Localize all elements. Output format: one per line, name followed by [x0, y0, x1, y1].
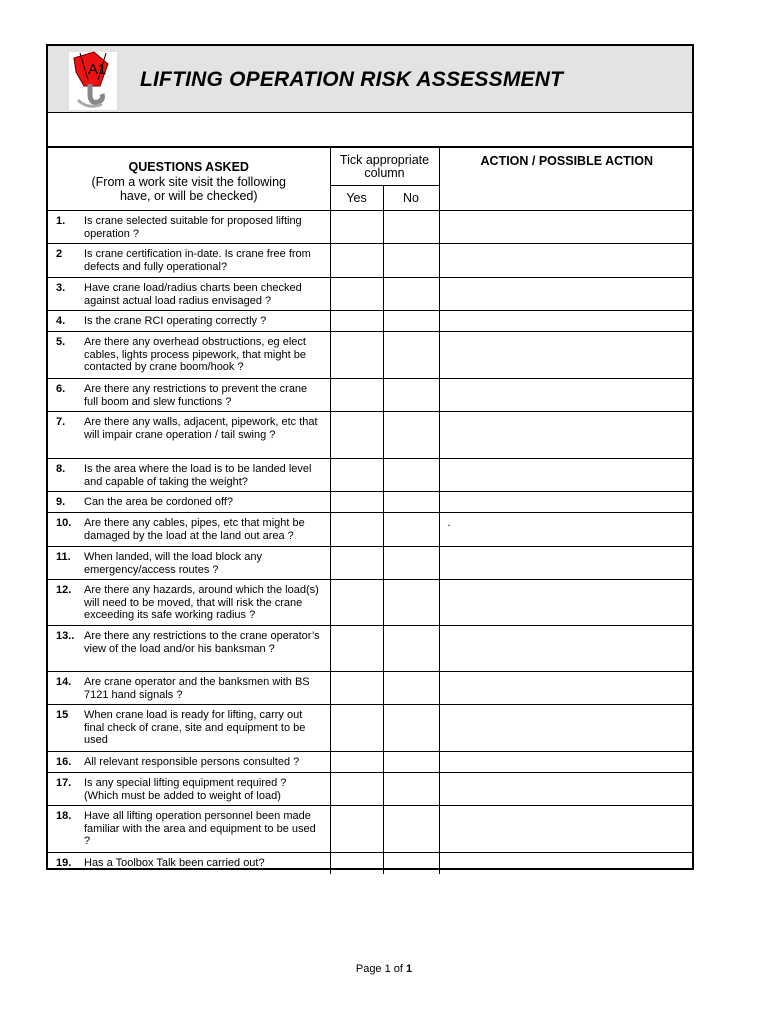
question-cell: [48, 513, 330, 547]
question-text: Is the crane RCI operating correctly ?: [84, 315, 267, 327]
table-row: [48, 332, 694, 379]
no-checkbox-cell[interactable]: [383, 580, 439, 626]
question-number: 10.: [56, 517, 72, 529]
table-row: [48, 626, 694, 672]
question-number: 12.: [56, 584, 72, 596]
no-checkbox-cell[interactable]: [383, 806, 439, 853]
action-cell[interactable]: [439, 626, 694, 672]
question-cell: [48, 672, 330, 705]
table-row: [48, 459, 694, 492]
question-text: Are crane operator and the banksmen with BS 7121 hand signals ?: [84, 676, 310, 701]
no-checkbox-cell[interactable]: [383, 412, 439, 459]
action-cell[interactable]: [439, 773, 694, 806]
question-cell: [48, 547, 330, 580]
no-checkbox-cell[interactable]: [383, 773, 439, 806]
question-number: 1.: [56, 215, 66, 227]
action-cell[interactable]: [439, 332, 694, 379]
action-cell[interactable]: [439, 513, 694, 547]
tick-column-header: Tick appropriate column: [330, 148, 439, 186]
no-column-header: No: [383, 186, 439, 211]
action-cell[interactable]: [439, 379, 694, 412]
question-text: Is crane selected suitable for proposed lifting operation ?: [84, 215, 302, 240]
question-number: 6.: [56, 383, 66, 395]
action-text: .: [447, 517, 451, 529]
question-text: Is any special lifting equipment required ? (Which must be added to weight of load): [84, 777, 287, 802]
yes-checkbox-cell[interactable]: [330, 244, 383, 278]
questions-table: [48, 148, 694, 874]
question-text: Are there any overhead obstructions, eg elect cables, lights process pipework, that might be contacted by crane boom/hook ?: [84, 336, 306, 373]
question-text: Can the area be cordoned off?: [84, 496, 234, 508]
page-number-prefix: Page 1 of: [355, 963, 407, 975]
action-cell[interactable]: [439, 492, 694, 513]
question-text: Is crane certification in-date. Is crane free from defects and fully operational?: [84, 248, 311, 273]
question-cell: [48, 379, 330, 412]
table-row: [48, 580, 694, 626]
question-cell: [48, 311, 330, 332]
no-checkbox-cell[interactable]: [383, 672, 439, 705]
question-text: Are there any walls, adjacent, pipework, etc that will impair crane operation / tail swing ?: [84, 416, 318, 441]
crane-hook-logo: [68, 50, 120, 110]
yes-checkbox-cell[interactable]: [330, 311, 383, 332]
question-number: 13..: [56, 630, 75, 642]
question-text: Have all lifting operation personnel been made familiar with the area and equipment to be used ?: [84, 810, 316, 847]
no-checkbox-cell[interactable]: [383, 705, 439, 752]
question-cell: [48, 412, 330, 459]
no-checkbox-cell[interactable]: [383, 211, 439, 244]
table-row: [48, 752, 694, 773]
yes-checkbox-cell[interactable]: [330, 459, 383, 492]
action-column-header: ACTION / POSSIBLE ACTION: [439, 148, 694, 211]
yes-checkbox-cell[interactable]: [330, 752, 383, 773]
no-checkbox-cell[interactable]: [383, 626, 439, 672]
yes-checkbox-cell[interactable]: [330, 853, 383, 874]
yes-checkbox-cell[interactable]: [330, 773, 383, 806]
question-cell: [48, 773, 330, 806]
question-number: 9.: [56, 496, 66, 508]
table-row: [48, 311, 694, 332]
question-cell: [48, 332, 330, 379]
question-text: Has a Toolbox Talk been carried out?: [84, 857, 265, 869]
logo-text: A1: [88, 61, 107, 78]
question-text: Have crane load/radius charts been checked against actual load radius envisaged ?: [84, 282, 302, 307]
question-text: All relevant responsible persons consulted ?: [84, 756, 300, 768]
yes-checkbox-cell[interactable]: [330, 211, 383, 244]
question-cell: [48, 752, 330, 773]
action-cell[interactable]: [439, 211, 694, 244]
question-cell: [48, 806, 330, 853]
page-total: 1: [406, 963, 413, 975]
question-number: 5.: [56, 336, 66, 348]
question-number: 18.: [56, 810, 72, 822]
no-checkbox-cell[interactable]: [383, 379, 439, 412]
action-cell[interactable]: [439, 311, 694, 332]
question-number: 16.: [56, 756, 72, 768]
table-row: [48, 513, 694, 547]
page-title: LIFTING OPERATION RISK ASSESSMENT: [140, 68, 564, 91]
action-cell[interactable]: [439, 853, 694, 874]
action-cell[interactable]: [439, 547, 694, 580]
table-row: [48, 547, 694, 580]
question-number: 2: [56, 248, 63, 260]
table-row: [48, 853, 694, 874]
no-checkbox-cell[interactable]: [383, 492, 439, 513]
question-number: 4.: [56, 315, 66, 327]
no-checkbox-cell[interactable]: [383, 278, 439, 311]
table-row: [48, 705, 694, 752]
action-cell[interactable]: [439, 278, 694, 311]
question-number: 14.: [56, 676, 72, 688]
no-checkbox-cell[interactable]: [383, 752, 439, 773]
form-header: [48, 46, 692, 113]
questions-header: [48, 148, 330, 211]
question-number: 3.: [56, 282, 66, 294]
question-text: When landed, will the load block any emergency/access routes ?: [84, 551, 262, 576]
action-cell[interactable]: [439, 672, 694, 705]
yes-checkbox-cell[interactable]: [330, 547, 383, 580]
questions-subheading: (From a work site visit the following have, or will be checked): [91, 175, 286, 203]
questions-heading: QUESTIONS ASKED: [128, 160, 249, 174]
question-cell: [48, 705, 330, 752]
table-row: [48, 211, 694, 244]
yes-checkbox-cell[interactable]: [330, 513, 383, 547]
blank-info-row[interactable]: [48, 113, 692, 148]
yes-checkbox-cell[interactable]: [330, 580, 383, 626]
action-cell[interactable]: [439, 705, 694, 752]
question-cell: [48, 580, 330, 626]
question-number: 8.: [56, 463, 66, 475]
action-cell[interactable]: [439, 412, 694, 459]
question-cell: [48, 459, 330, 492]
yes-checkbox-cell[interactable]: [330, 379, 383, 412]
question-text: Is the area where the load is to be landed level and capable of taking the weight?: [84, 463, 312, 488]
assessment-form: [46, 44, 694, 870]
question-text: Are there any hazards, around which the load(s) will need to be moved, that will risk the crane exceeding its safe working radius ?: [84, 584, 319, 621]
question-number: 7.: [56, 416, 66, 428]
table-row: [48, 773, 694, 806]
table-row: [48, 278, 694, 311]
table-row: [48, 492, 694, 513]
question-text: When crane load is ready for lifting, carry out final check of crane, site and equipment to be used: [84, 709, 306, 746]
no-checkbox-cell[interactable]: [383, 547, 439, 580]
question-cell: [48, 244, 330, 278]
question-cell: [48, 278, 330, 311]
question-text: Are there any cables, pipes, etc that might be damaged by the load at the land out area ?: [84, 517, 305, 542]
yes-checkbox-cell[interactable]: [330, 332, 383, 379]
yes-column-header: Yes: [330, 186, 383, 211]
question-cell: [48, 626, 330, 672]
yes-checkbox-cell[interactable]: [330, 626, 383, 672]
action-cell[interactable]: [439, 806, 694, 853]
action-cell[interactable]: [439, 459, 694, 492]
question-number: 19.: [56, 857, 72, 869]
no-checkbox-cell[interactable]: [383, 332, 439, 379]
table-row: [48, 412, 694, 459]
table-row: [48, 244, 694, 278]
no-checkbox-cell[interactable]: [383, 853, 439, 874]
table-row: [48, 806, 694, 853]
question-text: Are there any restrictions to prevent the crane full boom and slew functions ?: [84, 383, 308, 408]
no-checkbox-cell[interactable]: [383, 244, 439, 278]
yes-checkbox-cell[interactable]: [330, 705, 383, 752]
action-cell[interactable]: [439, 752, 694, 773]
no-checkbox-cell[interactable]: [383, 311, 439, 332]
question-cell: [48, 853, 330, 874]
question-text: Are there any restrictions to the crane operator’s view of the load and/or his banksman ?: [84, 630, 320, 655]
question-number: 11.: [56, 551, 71, 563]
yes-checkbox-cell[interactable]: [330, 278, 383, 311]
yes-checkbox-cell[interactable]: [330, 806, 383, 853]
page-footer: [0, 963, 768, 975]
table-row: [48, 672, 694, 705]
no-checkbox-cell[interactable]: [383, 513, 439, 547]
question-number: 15: [56, 709, 69, 721]
yes-checkbox-cell[interactable]: [330, 672, 383, 705]
yes-checkbox-cell[interactable]: [330, 492, 383, 513]
question-cell: [48, 492, 330, 513]
action-cell[interactable]: [439, 580, 694, 626]
no-checkbox-cell[interactable]: [383, 459, 439, 492]
table-row: [48, 379, 694, 412]
action-cell[interactable]: [439, 244, 694, 278]
question-number: 17.: [56, 777, 72, 789]
question-cell: [48, 211, 330, 244]
yes-checkbox-cell[interactable]: [330, 412, 383, 459]
